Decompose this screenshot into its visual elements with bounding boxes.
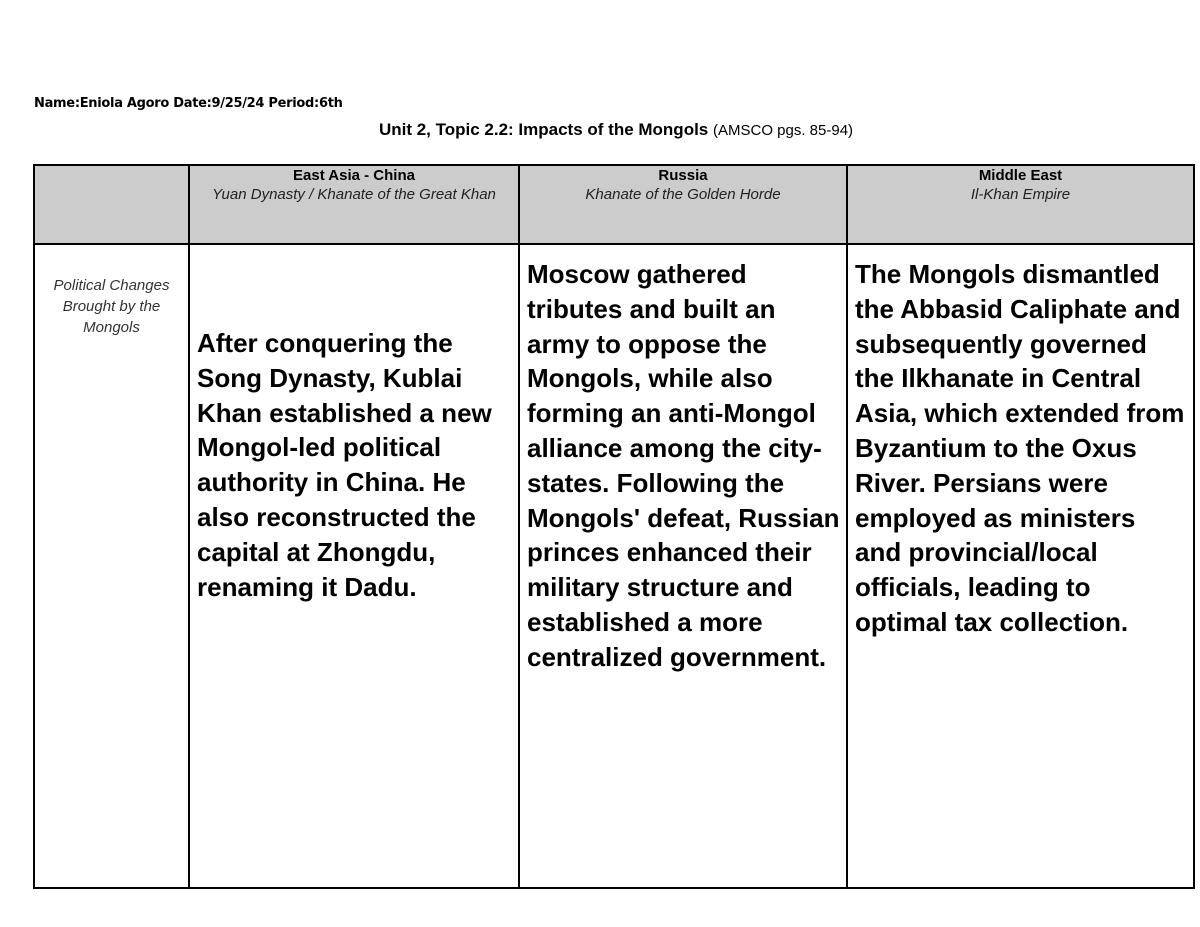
title-text: Unit 2, Topic 2.2: Impacts of the Mongols: [378, 120, 709, 139]
header-name: Middle East: [978, 167, 1063, 184]
header-subtitle: Yuan Dynasty / Khanate of the Great Khan: [212, 186, 496, 203]
document-title: [0, 120, 1200, 140]
header-subtitle: Il-Khan Empire: [970, 186, 1071, 203]
cell-russia-political[interactable]: Moscow gathered tributes and built an army to oppose the Mongols, while also forming an anti-Mongol alliance among the city-states. Following the Mongols' defeat, Russian princes enhanced their military structure and established a more centralized government.: [519, 244, 847, 888]
table-header-row: [34, 165, 1194, 244]
student-info-line: Name:Eniola Agoro Date:9/25/24 Period:6th: [34, 96, 343, 111]
notes-table: [33, 164, 1195, 889]
header-name: East Asia - China: [293, 167, 415, 184]
header-name: Russia: [658, 167, 708, 184]
title-reference: (AMSCO pgs. 85-94): [713, 122, 854, 139]
header-cell-blank: [34, 165, 189, 244]
table-row: [34, 244, 1194, 888]
cell-china-political[interactable]: After conquering the Song Dynasty, Kublai Khan established a new Mongol-led political authority in China. He also reconstructed the capital at Zhongdu, renaming it Dadu.: [189, 244, 519, 888]
header-subtitle: Khanate of the Golden Horde: [585, 186, 781, 203]
cell-middle-east-political[interactable]: The Mongols dismantled the Abbasid Caliphate and subsequently governed the Ilkhanate in Central Asia, which extended from Byzantium to the Oxus River. Persians were employed as ministers and provincial/local officials, leading to optimal tax collection.: [847, 244, 1194, 888]
header-cell-middle-east: [847, 165, 1194, 244]
header-cell-china: [189, 165, 519, 244]
header-cell-russia: [519, 165, 847, 244]
row-label-political-changes: Political Changes Brought by the Mongols: [34, 244, 189, 888]
